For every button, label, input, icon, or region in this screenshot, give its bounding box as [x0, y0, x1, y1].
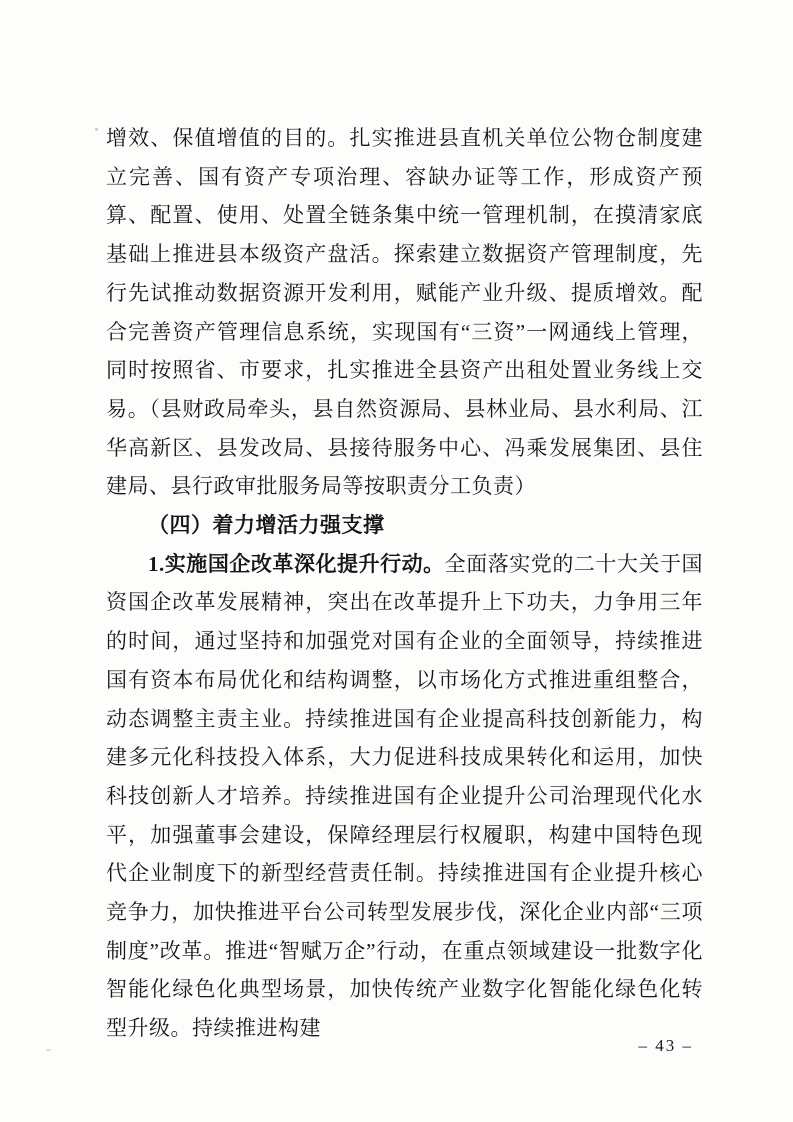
paragraph-body-text: 全面落实党的二十大关于国资国企改革发展精神，突出在改革提升上下功夫，力争用三年的时间，通过坚持和加强党对国有企业的全面领导，持续推进国有资本布局优化和结构调整，以市场化方式推进重组整合，动态调整主责主业。持续推进国有企业提高科技创新能力，构建多元化科技投入体系，大力促进科技成果转化和运用，加快科技创新人才培养。持续推进国有企业提升公司治理现代化水平，加强董事会建设，保障经理层行权履职，构建中国特色现代企业制度下的新型经营责任制。持续推进国有企业提升核心竞争力，加快推进平台公司转型发展步伐，深化企业内部“三项制度”改革。推进“智赋万企”行动，在重点领域建设一批数字化智能化绿色化典型场景，加快传统产业数字化智能化绿色化转型升级。持续推进构建 — [106, 551, 704, 1041]
paragraph-soe-reform — [106, 545, 703, 1048]
paragraph-lead-bold: 1.实施国企改革深化提升行动。 — [148, 551, 445, 576]
scan-speck-icon — [95, 128, 98, 131]
page-number: – 43 – — [638, 1036, 693, 1055]
scan-speck-icon — [46, 1049, 51, 1051]
section-heading: （四）着力增活力强支撑 — [148, 513, 385, 538]
document-body — [106, 119, 703, 1048]
paragraph-asset-management: 增效、保值增值的目的。扎实推进县直机关单位公物仓制度建立完善、国有资产专项治理、容缺办证等工作，形成资产预算、配置、使用、处置全链条集中统一管理机制，在摸清家底基础上推进县本级资产盘活。探索建立数据资产管理制度，先行先试推动数据资源开发利用，赋能产业升级、提质增效。配合完善资产管理信息系统，实现国有“三资”一网通线上管理，同时按照省、市要求，扎实推进全县资产出租处置业务线上交易。（县财政局牵头，县自然资源局、县林业局、县水利局、江华高新区、县发改局、县接待服务中心、冯乘发展集团、县住建局、县行政审批服务局等按职责分工负责） — [106, 126, 703, 499]
